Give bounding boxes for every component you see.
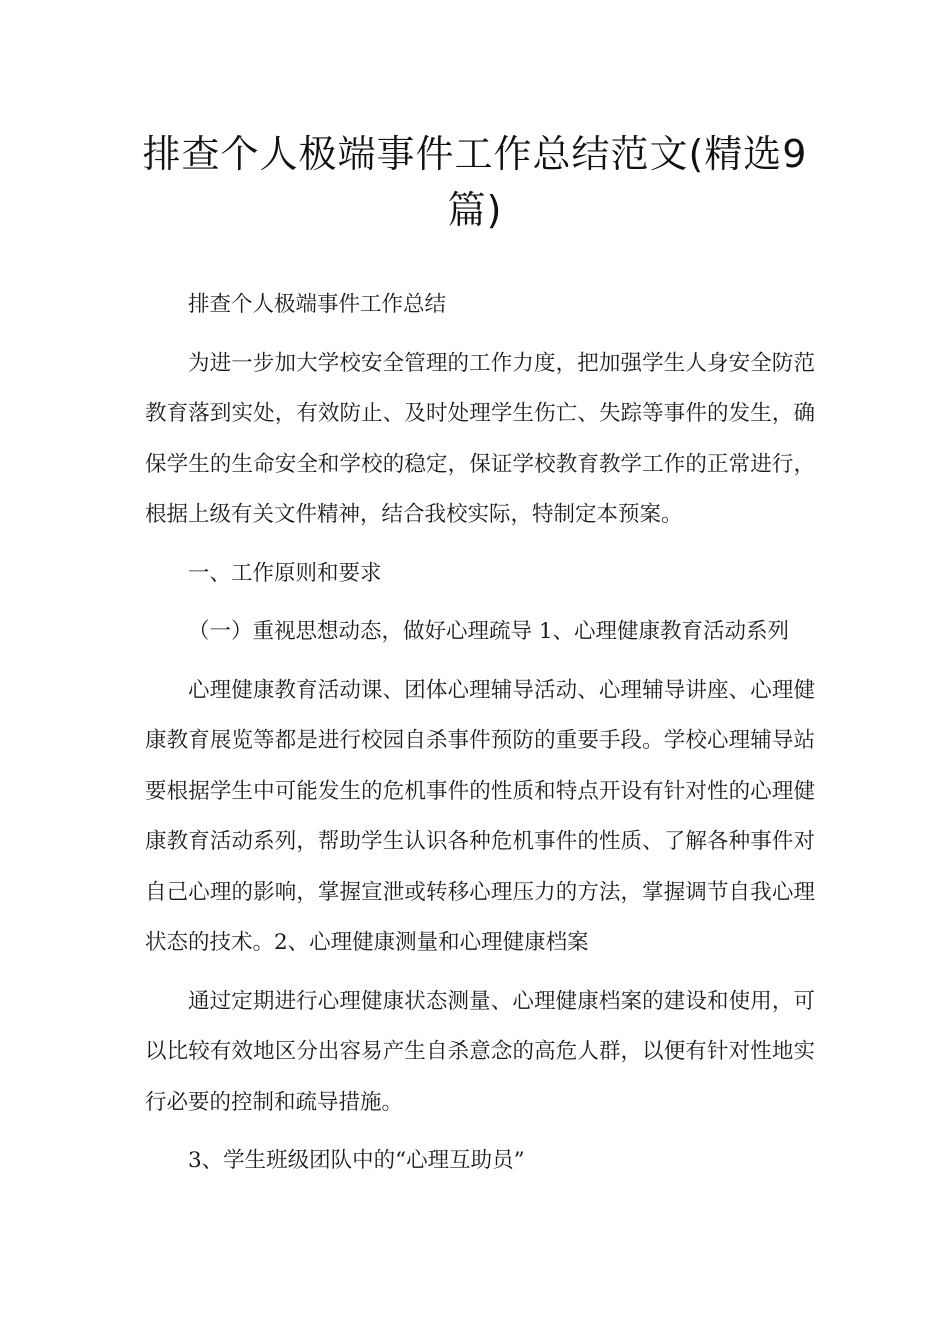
section-heading: 排查个人极端事件工作总结	[188, 292, 447, 317]
section-heading: 一、工作原则和要求	[188, 560, 382, 586]
document-title: 排查个人极端事件工作总结范文(精选9篇)	[142, 132, 808, 232]
document-body	[145, 280, 815, 1187]
paragraph: 为进一步加大学校安全管理的工作力度，把加强学生人身安全防范教育落到实处，有效防止、及时处理学生伤亡、失踪等事件的发生，确保学生的生命安全和学校的稳定，保证学校教育教学工作的正常进行，根据上级有关文件精神，结合我校实际，特制定本预案。	[145, 350, 815, 527]
paragraph: 通过定期进行心理健康状态测量、心理健康档案的建设和使用，可以比较有效地区分出容易产生自杀意念的高危人群，以便有针对性地实行必要的控制和疏导措施。	[145, 988, 815, 1115]
subsection-heading: （一）重视思想动态，做好心理疏导 1、心理健康教育活动系列	[188, 619, 790, 644]
paragraph: 心理健康教育活动课、团体心理辅导活动、心理辅导讲座、心理健康教育展览等都是进行校园自杀事件预防的重要手段。学校心理辅导站要根据学生中可能发生的危机事件的性质和特点开设有针对性的心理健康教育活动系列，帮助学生认识各种危机事件的性质、了解各种事件对自己心理的影响，掌握宣泄或转移心理压力的方法，掌握调节自我心理状态的技术。2、心理健康测量和心理健康档案	[145, 677, 815, 955]
section-heading: 3、学生班级团队中的“心理互助员”	[188, 1148, 525, 1173]
